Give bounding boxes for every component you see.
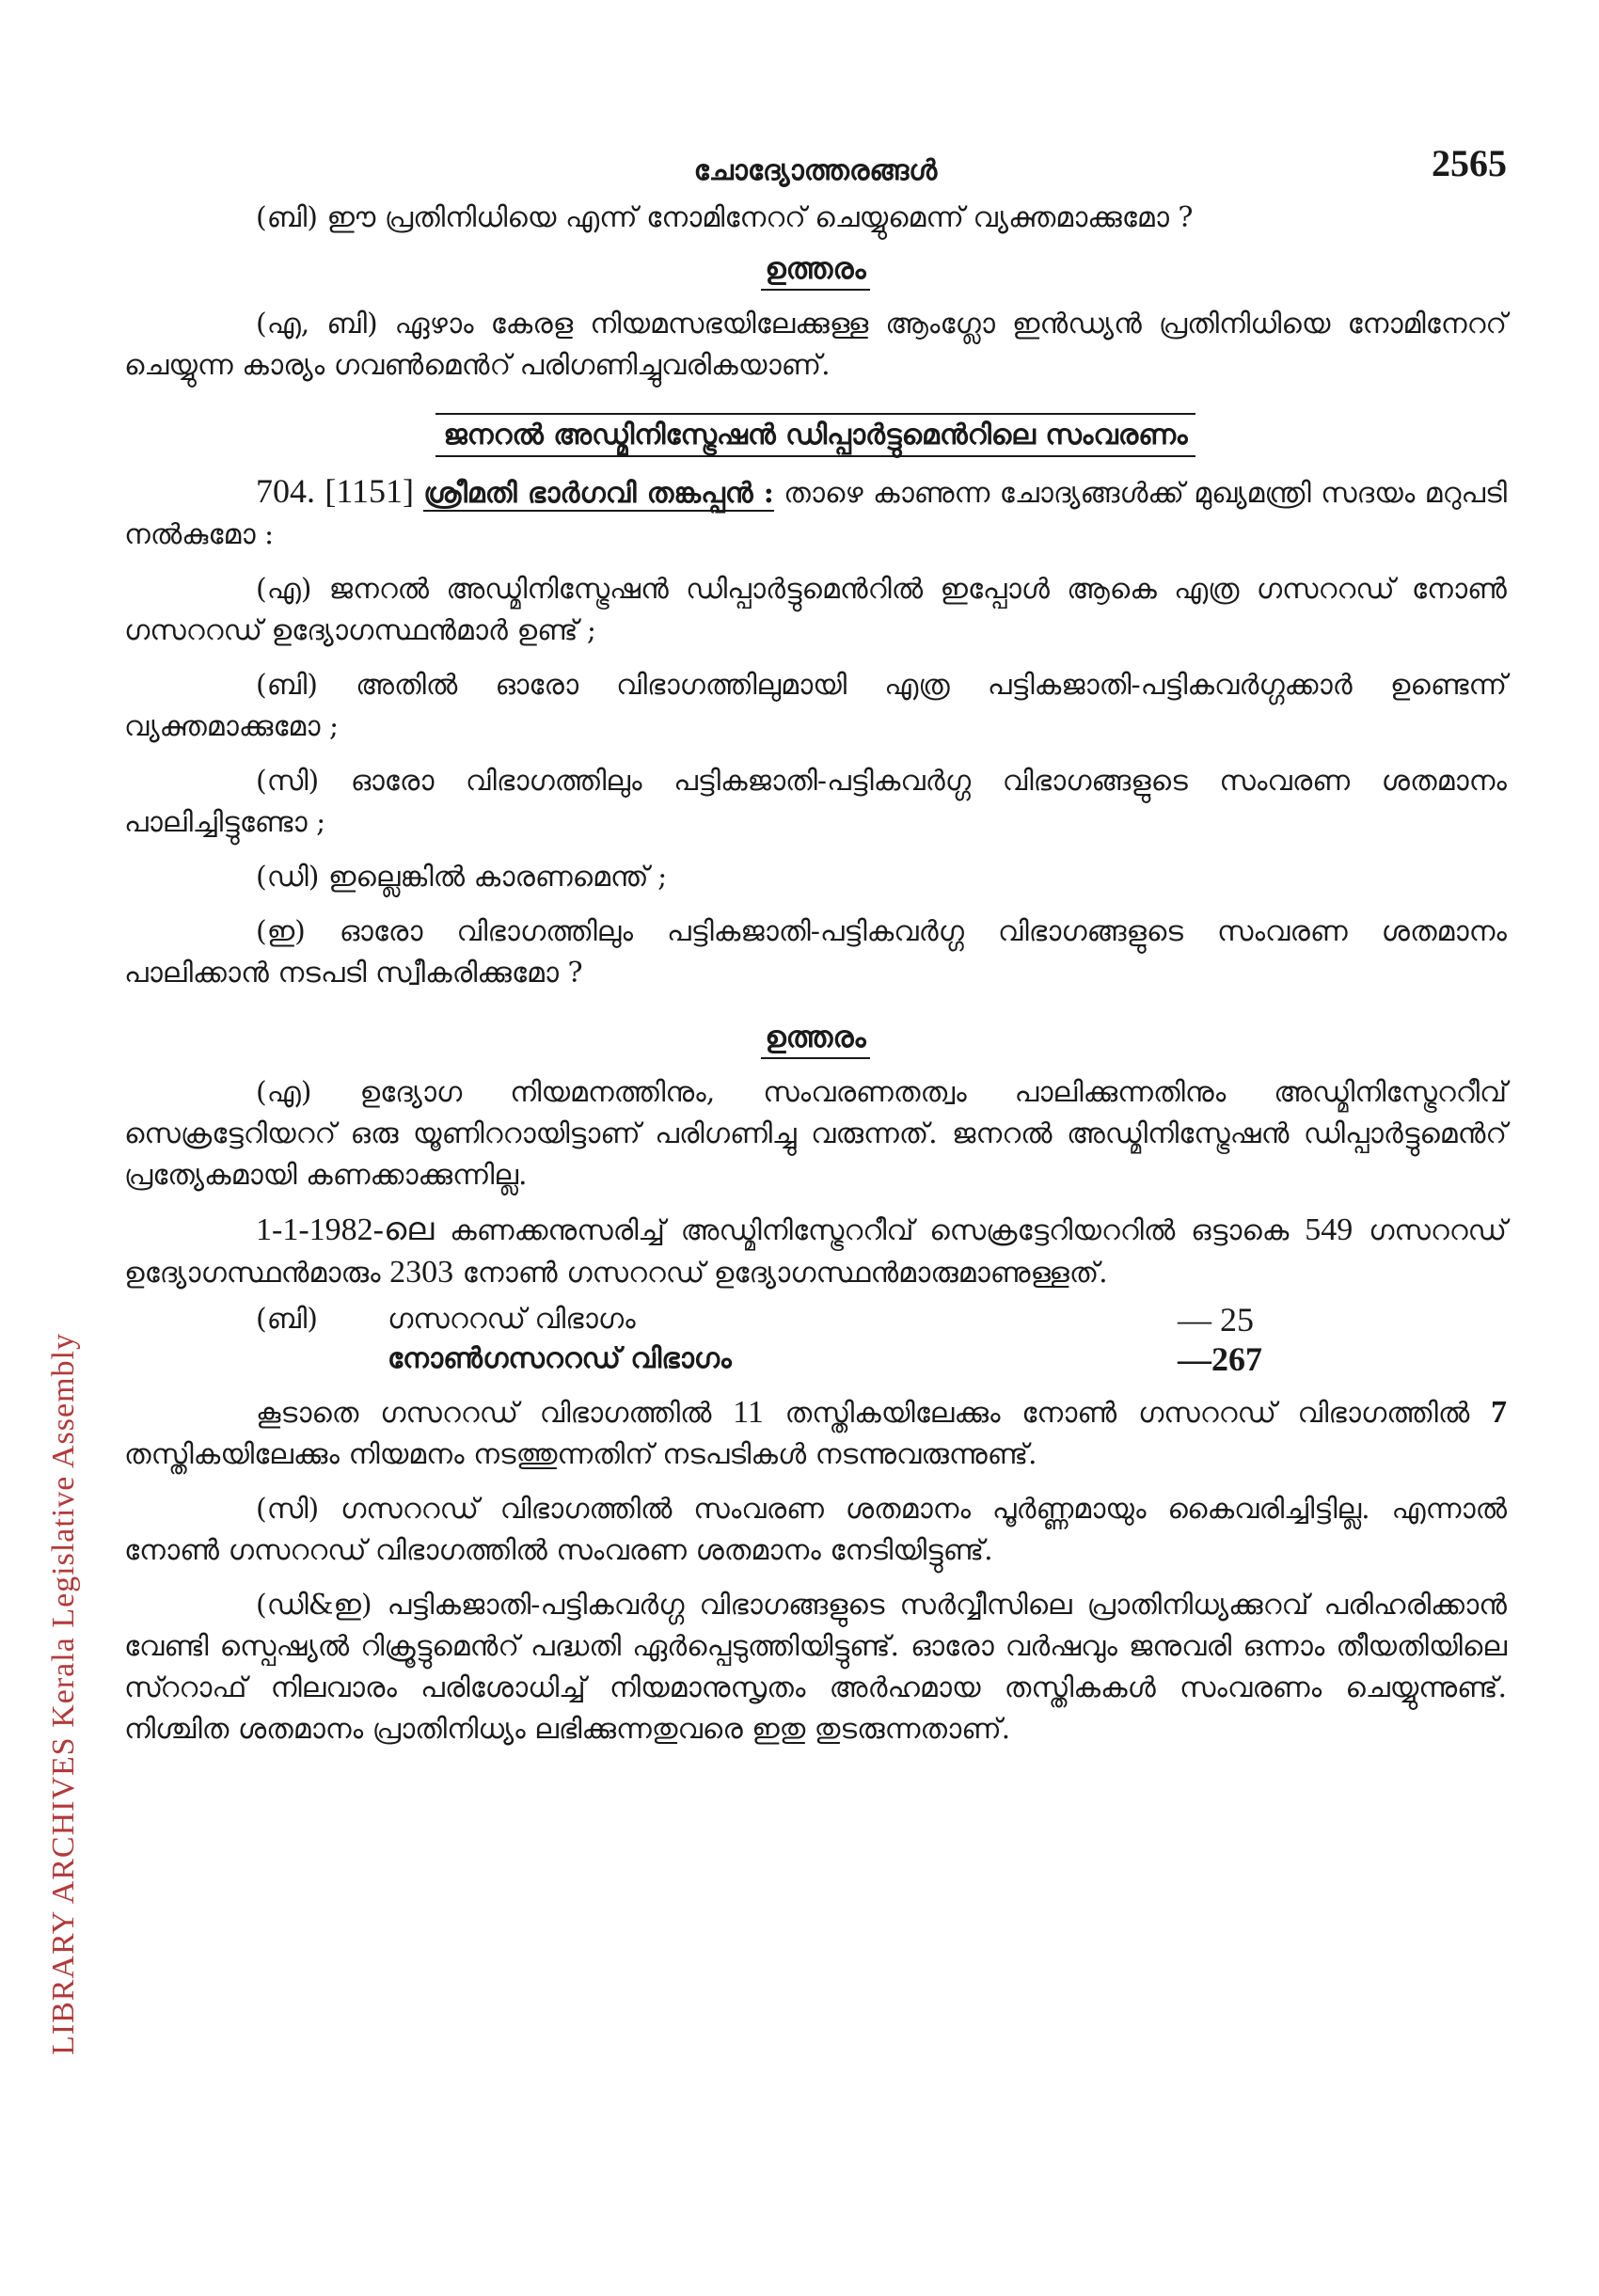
- vacancy-text-2: തസ്തികയിലേക്കും നോൺ ഗസററഡ് വിഭാഗത്തിൽ: [784, 1397, 1470, 1430]
- question-item-e: (ഇ) ഓരോ വിഭാഗത്തിലും പട്ടികജാതി-പട്ടികവർഗ്ഗ വിഭാഗങ്ങളുടെ സംവരണ ശതമാനം പാലിക്കാൻ നടപടി സ്വീകരിക്കുമോ ?: [124, 915, 1507, 990]
- question-item-c: (സി) ഓരോ വിഭാഗത്തിലും പട്ടികജാതി-പട്ടികവർഗ്ഗ വിഭാഗങ്ങളുടെ സംവരണ ശതമാനം പാലിച്ചിട്ടുണ്ടോ ;: [124, 765, 1507, 839]
- count-date: 1-1-1982-ലെ: [256, 1212, 435, 1247]
- count-text: കണക്കനുസരിച്ച് അഡ്മിനിസ്ട്രേററീവ് സെക്രട്ടേറിയററിൽ ഒട്ടാകെ: [450, 1214, 1290, 1247]
- page-number: 2565: [1432, 142, 1507, 184]
- page-header: [124, 141, 1507, 198]
- table-category: നോൺഗസററഡ് വിഭാഗം: [388, 1342, 732, 1375]
- answer-item-de: (ഡി&ഇ) പട്ടികജാതി-പട്ടികവർഗ്ഗ വിഭാഗങ്ങളുടെ സർവ്വീസിലെ പ്രാതിനിധ്യക്കുറവ് പരിഹരിക്കാൻ വേണ്ടി സ്പെഷ്യൽ റിക്രൂട്ടുമെൻറ് പദ്ധതി ഏർപ്പെടുത്തിയിട്ടുണ്ട്. ഓരോ വർഷവും ജനുവരി ഒന്നാം തീയതിയിലെ സ്ററാഫ് നിലവാരം പരിശോധിച്ച് നിയമാനുസൃതം അർഹമായ തസ്തികകൾ സംവരണം ചെയ്യുന്നുണ്ട്. നിശ്ചിത ശതമാനം പ്രാതിനിധ്യം ലഭിക്കുന്നതുവരെ ഇതു തുടരുന്നതാണ്.: [124, 1589, 1507, 1746]
- intro-question: (ബി) ഈ പ്രതിനിധിയെ എന്ന് നോമിനേററ് ചെയ്യുമെന്ന് വ്യക്തമാക്കുമോ ?: [256, 201, 1194, 234]
- answer-paragraph: (എ, ബി) ഏഴാം കേരള നിയമസഭയിലേക്കുള്ള ആംഗ്ലോ ഇൻഡ്യൻ പ്രതിനിധിയെ നോമിനേററ് ചെയ്യുന്ന കാര്യം ഗവൺമെൻറ് പരിഗണിച്ചുവരികയാണ്.: [124, 308, 1507, 382]
- answer-count-paragraph: [124, 1210, 1507, 1294]
- section-heading: ജനറൽ അഡ്മിനിസ്ട്രേഷൻ ഡിപ്പാർട്ടുമെൻറിലെ സംവരണം: [435, 413, 1195, 457]
- vacancy-text-3: തസ്തികയിലേക്കും നിയമനം നടത്തുന്നതിന് നടപടികൾ നടന്നുവരുന്നുണ്ട്.: [124, 1438, 1037, 1471]
- table-category: ഗസററഡ് വിഭാഗം: [388, 1303, 636, 1336]
- non-gazetted-count: 2303: [389, 1255, 454, 1290]
- answer-item-c: (സി) ഗസററഡ് വിഭാഗത്തിൽ സംവരണ ശതമാനം പൂർണ്ണമായും കൈവരിച്ചിട്ടില്ല. എന്നാൽ നോൺ ഗസററഡ് വിഭാഗത്തിൽ സംവരണ ശതമാനം നേടിയിട്ടുണ്ട്.: [124, 1493, 1507, 1567]
- answer-item-a: (എ) ഉദ്യോഗ നിയമനത്തിനും, സംവരണതത്വം പാലിക്കുന്നതിനും അഡ്മിനിസ്ട്രേററീവ് സെക്രട്ടേറിയററ് ഒരു യൂണിററായിട്ടാണ് പരിഗണിച്ചു വരുന്നത്. ജനറൽ അഡ്മിനിസ്ട്രേഷൻ ഡിപ്പാർട്ടുമെൻറ് പ്രത്യേകമായി കണക്കാക്കുന്നില്ല.: [124, 1076, 1507, 1192]
- vacancy-gazetted: 11: [733, 1395, 764, 1430]
- question-item-b: (ബി) അതിൽ ഓരോ വിഭാഗത്തിലുമായി എത്ര പട്ടികജാതി-പട്ടികവർഗ്ഗക്കാർ ഉണ്ടെന്ന് വ്യക്തമാക്കുമോ ;: [124, 669, 1507, 743]
- count-mid-text: ഗസററഡ് ഉദ്യോഗസ്ഥൻമാരും: [124, 1214, 1507, 1290]
- question-ref: [1151]: [325, 472, 414, 510]
- vacancy-non-gazetted: 7: [1490, 1395, 1507, 1430]
- archive-watermark: [45, 697, 83, 2296]
- table-row: [256, 1339, 1507, 1379]
- member-name: ശ്രീമതി ഭാർഗവി തങ്കപ്പൻ :: [423, 477, 774, 510]
- table-label: (ബി): [256, 1303, 319, 1336]
- count-end-text: നോൺ ഗസററഡ് ഉദ്യോഗസ്ഥൻമാരുമാണുള്ളത്.: [462, 1257, 1108, 1290]
- page-title: ചോദ്യോത്തരങ്ങൾ: [693, 154, 938, 187]
- question-heading: [124, 470, 1507, 556]
- category-table: [256, 1300, 1507, 1379]
- table-value: —267: [1178, 1340, 1262, 1378]
- table-value: — 25: [1178, 1301, 1254, 1338]
- answer-heading: ഉത്തരം: [761, 252, 869, 291]
- table-row: [256, 1300, 1507, 1339]
- question-number: 704.: [256, 472, 315, 510]
- document-page: [124, 141, 1507, 1750]
- gazetted-count: 549: [1305, 1212, 1354, 1247]
- question-item-a: (എ) ജനറൽ അഡ്മിനിസ്ട്രേഷൻ ഡിപ്പാർട്ടുമെൻറിൽ ഇപ്പോൾ ആകെ എത്ര ഗസററഡ് നോൺ ഗസററഡ് ഉദ്യോഗസ്ഥൻമാർ ഉണ്ട് ;: [124, 573, 1507, 647]
- answer-heading: ഉത്തരം: [761, 1021, 869, 1059]
- vacancy-paragraph: [124, 1392, 1507, 1476]
- watermark-text: LIBRARY ARCHIVES Kerala Legislative Assembly: [46, 1333, 81, 2056]
- vacancy-text-1: കൂടാതെ ഗസററഡ് വിഭാഗത്തിൽ: [256, 1397, 712, 1430]
- question-item-d: (ഡി) ഇല്ലെങ്കിൽ കാരണമെന്ത് ;: [256, 861, 668, 894]
- question-intro: താഴെ കാണുന്ന ചോദ്യങ്ങൾക്ക് മുഖ്യമന്ത്രി സദയം മറുപടി നൽകുമോ :: [124, 477, 1507, 551]
